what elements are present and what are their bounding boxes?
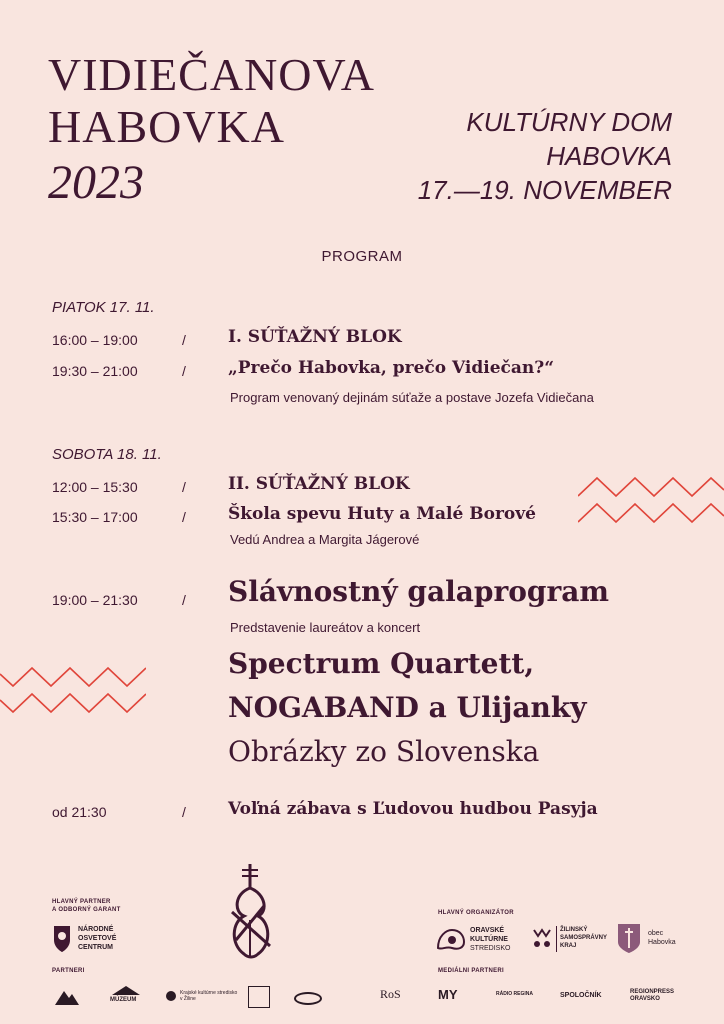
event-title: „Prečo Habovka, prečo Vidiečan?“ <box>228 358 554 378</box>
kks-logo-icon <box>166 991 176 1001</box>
time-slot: 19:00 – 21:30 <box>52 592 138 608</box>
separator: / <box>182 363 186 379</box>
event-note: Vedú Andrea a Margita Jágerové <box>230 532 420 547</box>
partner-logo-my: MY <box>438 987 458 1002</box>
separator: / <box>182 509 186 525</box>
separator: / <box>182 804 186 820</box>
habovka-coat-of-arms-icon <box>616 922 642 954</box>
zsk-name: ŽILINSKÝ <box>560 927 588 933</box>
concert-line1: Spectrum Quartett, <box>228 647 535 680</box>
oks-name: STREDISKO <box>470 945 511 952</box>
organizer-label: HLAVNÝ ORGANIZÁTOR <box>438 910 514 916</box>
time-slot: od 21:30 <box>52 804 107 820</box>
partners-label: PARTNERI <box>52 968 85 974</box>
separator: / <box>182 479 186 495</box>
separator: / <box>182 332 186 348</box>
concert-line2: NOGABAND a Ulijanky <box>228 691 587 724</box>
castle-logo-icon <box>248 986 270 1008</box>
media-partners-label: MEDIÁLNI PARTNERI <box>438 968 504 974</box>
partner-label: HLAVNÝ PARTNER <box>52 899 111 905</box>
partner-logo-spolocnik: SPOLOČNÍK <box>560 992 602 999</box>
zsk-name: SAMOSPRÁVNY <box>560 935 608 941</box>
concert-line3: Obrázky zo Slovenska <box>228 735 540 768</box>
nos-logo-icon <box>50 922 74 954</box>
event-note: Program venovaný dejinám súťaže a postave Jozefa Vidiečana <box>230 390 594 405</box>
obec-name: Habovka <box>648 939 676 946</box>
nos-name: CENTRUM <box>78 944 113 951</box>
partner-logo-museum: MÚZEUM <box>110 997 137 1003</box>
nos-name: OSVETOVÉ <box>78 935 117 942</box>
mountain-logo-icon <box>54 988 80 1006</box>
oks-logo-icon <box>436 926 466 952</box>
oval-logo-icon <box>294 992 322 1005</box>
time-slot: 12:00 – 15:30 <box>52 479 138 495</box>
gala-title: Slávnostný galaprogram <box>228 575 609 608</box>
event-title: II. SÚŤAŽNÝ BLOK <box>228 474 410 494</box>
day-saturday: SOBOTA 18. 11. <box>52 446 162 463</box>
fiddle-logo-icon <box>226 860 276 960</box>
time-slot: 19:30 – 21:00 <box>52 363 138 379</box>
partner-logo-ros: RoS <box>380 987 401 1001</box>
venue-line2: HABOVKA <box>546 141 672 171</box>
zsk-crest-icon <box>530 926 554 952</box>
nos-name: NÁRODNÉ <box>78 926 114 933</box>
event-title: Škola spevu Huty a Malé Borové <box>228 504 536 524</box>
zigzag-decoration-right <box>578 474 724 528</box>
partner-logo-radio-regina: RÁDIO REGINA <box>496 991 533 997</box>
separator: / <box>182 592 186 608</box>
event-title: Voľná zábava s Ľudovou hudbou Pasyja <box>228 799 598 819</box>
event-note: Predstavenie laureátov a koncert <box>230 620 421 635</box>
venue-line1: KULTÚRNY DOM <box>466 107 672 137</box>
time-slot: 15:30 – 17:00 <box>52 509 138 525</box>
day-friday: PIATOK 17. 11. <box>52 299 155 316</box>
partner-logo-kks: Krajské kultúrne stredisko v Žiline <box>180 990 238 1002</box>
divider <box>556 926 557 952</box>
museum-building-icon <box>110 984 142 996</box>
oks-name: KULTÚRNE <box>470 936 508 943</box>
time-slot: 16:00 – 19:00 <box>52 332 138 348</box>
program-heading: PROGRAM <box>321 248 403 265</box>
event-title: I. SÚŤAŽNÝ BLOK <box>228 327 402 347</box>
festival-year: 2023 <box>48 156 144 209</box>
zigzag-decoration-left <box>0 664 146 718</box>
zsk-name: KRAJ <box>560 943 577 949</box>
partner-label: A ODBORNÝ GARANT <box>52 907 121 913</box>
festival-dates: 17.—19. NOVEMBER <box>417 175 672 205</box>
festival-title-line1: VIDIEČANOVA <box>48 49 376 100</box>
festival-title-line2: HABOVKA <box>48 101 285 152</box>
oks-name: ORAVSKÉ <box>470 927 505 934</box>
partner-logo-regionpress: REGIONPRESS ORAVSKO <box>630 989 675 1002</box>
obec-name: obec <box>648 930 664 937</box>
